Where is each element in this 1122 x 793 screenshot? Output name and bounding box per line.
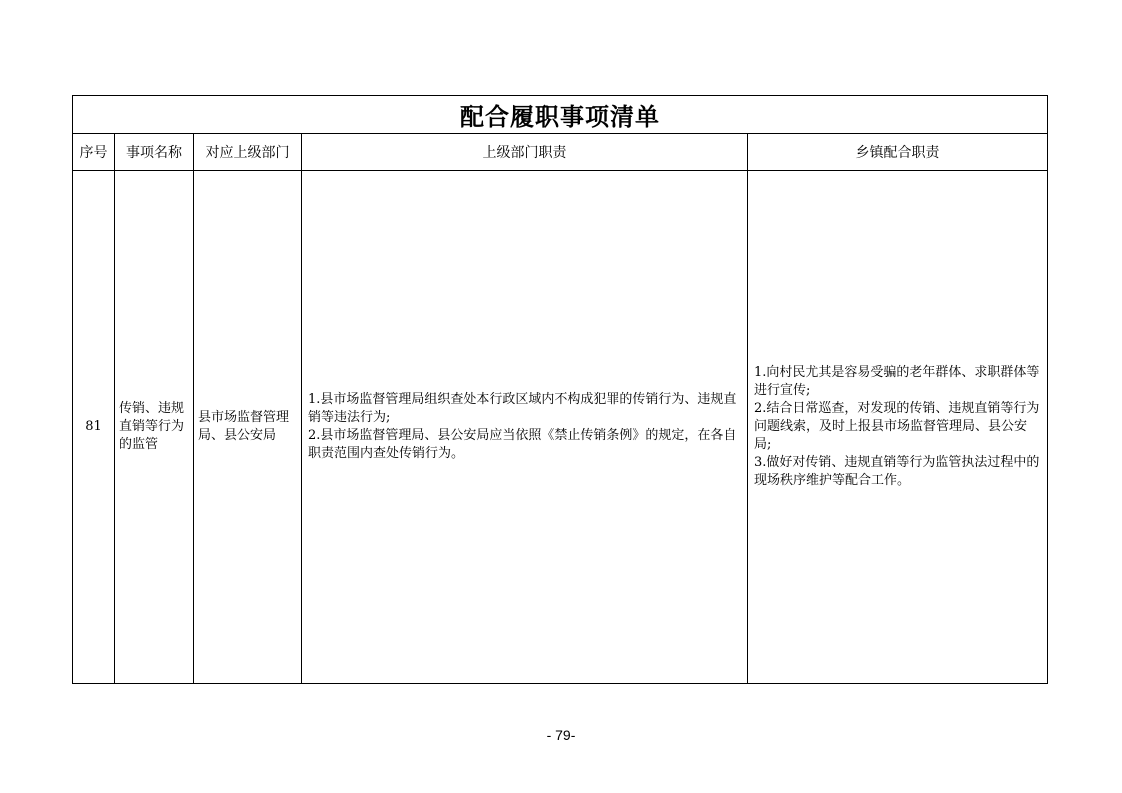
header-coop: 乡镇配合职责 — [748, 134, 1048, 171]
row-item-name: 传销、违规直销等行为的监管 — [115, 171, 194, 684]
row-department: 县市场监督管理局、县公安局 — [194, 171, 302, 684]
duty-line: 2.县市场监督管理局、县公安局应当依照《禁止传销条例》的规定，在各自职责范围内查处传销行为。 — [308, 428, 737, 461]
row-no: 81 — [73, 171, 115, 684]
table-row — [73, 171, 1048, 684]
header-duty: 上级部门职责 — [302, 134, 748, 171]
coop-line: 1.向村民尤其是容易受骗的老年群体、求职群体等进行宣传; — [754, 365, 1040, 398]
duty-list-table — [72, 95, 1048, 684]
header-no: 序号 — [73, 134, 115, 171]
coop-line: 3.做好对传销、违规直销等行为监管执法过程中的现场秩序维护等配合工作。 — [754, 455, 1040, 488]
row-township-duty — [748, 171, 1048, 684]
coop-line: 2.结合日常巡查，对发现的传销、违规直销等行为问题线索，及时上报县市场监督管理局、县公安局; — [754, 401, 1040, 452]
duty-line: 1.县市场监督管理局组织查处本行政区域内不构成犯罪的传销行为、违规直销等违法行为; — [308, 392, 737, 425]
row-department-duty — [302, 171, 748, 684]
page-number: - 79- — [546, 727, 576, 743]
header-dept: 对应上级部门 — [194, 134, 302, 171]
table-title: 配合履职事项清单 — [73, 96, 1048, 134]
header-name: 事项名称 — [115, 134, 194, 171]
